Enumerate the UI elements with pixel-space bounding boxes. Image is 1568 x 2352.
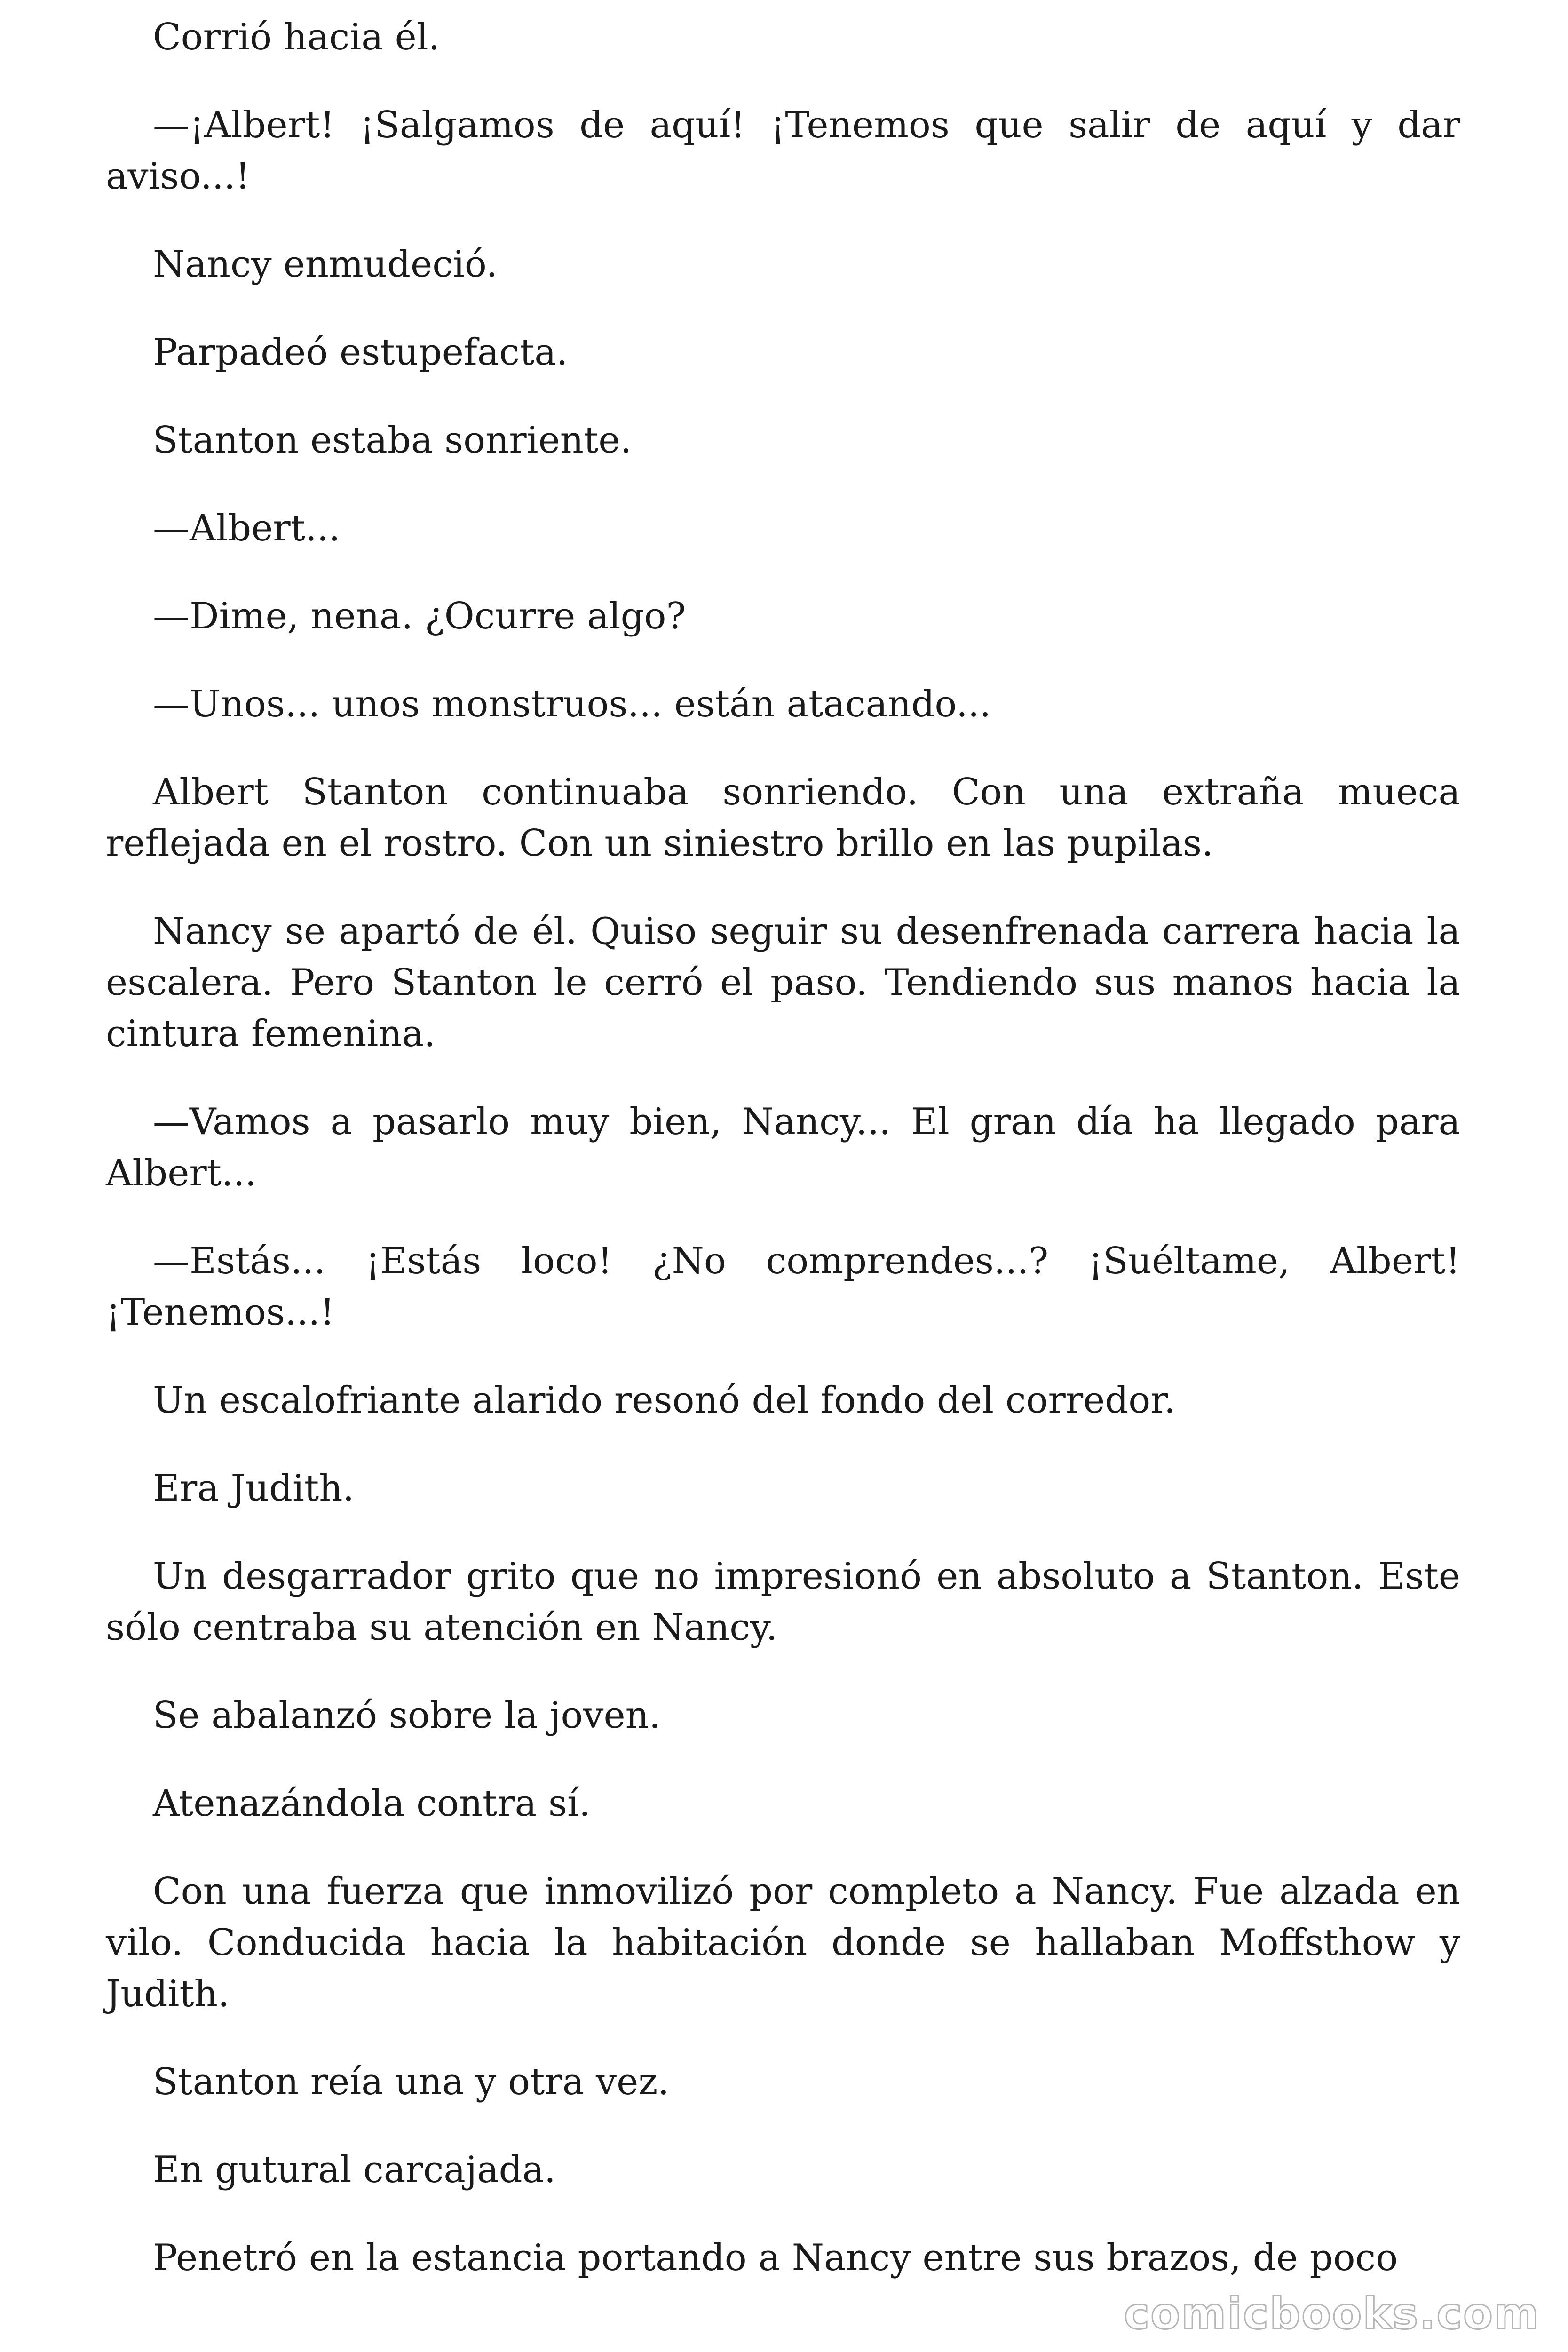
paragraph: Nancy se apartó de él. Quiso seguir su desenfrenada carrera hacia la escalera. Pero Stanton le cerró el paso. Tendiendo sus manos hacia la cintura femenina. [106,910,1460,1055]
paragraph: Se abalanzó sobre la joven. [153,1694,661,1737]
watermark: comicbooks.com [1124,2288,1540,2339]
paragraph: Corrió hacia él. [153,16,440,58]
paragraph: —Dime, nena. ¿Ocurre algo? [153,595,686,637]
paragraph: Un desgarrador grito que no impresionó en absoluto a Stanton. Este sólo centraba su atención en Nancy. [106,1555,1460,1649]
paragraph: Parpadeó estupefacta. [153,331,568,373]
page-text [106,12,1460,2284]
paragraph: Penetró en la estancia portando a Nancy entre sus brazos, de poco [153,2237,1398,2279]
paragraph: Nancy enmudeció. [153,243,498,286]
paragraph: Un escalofriante alarido resonó del fondo del corredor. [153,1379,1176,1422]
paragraph: —Vamos a pasarlo muy bien, Nancy... El gran día ha llegado para Albert... [106,1101,1460,1194]
paragraph: —¡Albert! ¡Salgamos de aquí! ¡Tenemos que salir de aquí y dar aviso...! [106,104,1460,198]
paragraph: Stanton estaba sonriente. [153,419,632,461]
paragraph: Albert Stanton continuaba sonriendo. Con una extraña mueca reflejada en el rostro. Con un siniestro brillo en las pupilas. [106,771,1460,865]
paragraph: —Albert... [153,507,341,549]
paragraph: Era Judith. [153,1467,355,1510]
paragraph: En gutural carcajada. [153,2149,556,2191]
paragraph: Atenazándola contra sí. [153,1782,591,1825]
paragraph: —Unos... unos monstruos... están atacando... [153,683,991,725]
paragraph: Con una fuerza que inmovilizó por completo a Nancy. Fue alzada en vilo. Conducida hacia la habitación donde se hallaban Moffsthow y Judith. [106,1870,1460,2015]
paragraph: —Estás... ¡Estás loco! ¿No comprendes...? ¡Suéltame, Albert! ¡Tenemos...! [106,1240,1460,1334]
paragraph: Stanton reía una y otra vez. [153,2061,670,2103]
